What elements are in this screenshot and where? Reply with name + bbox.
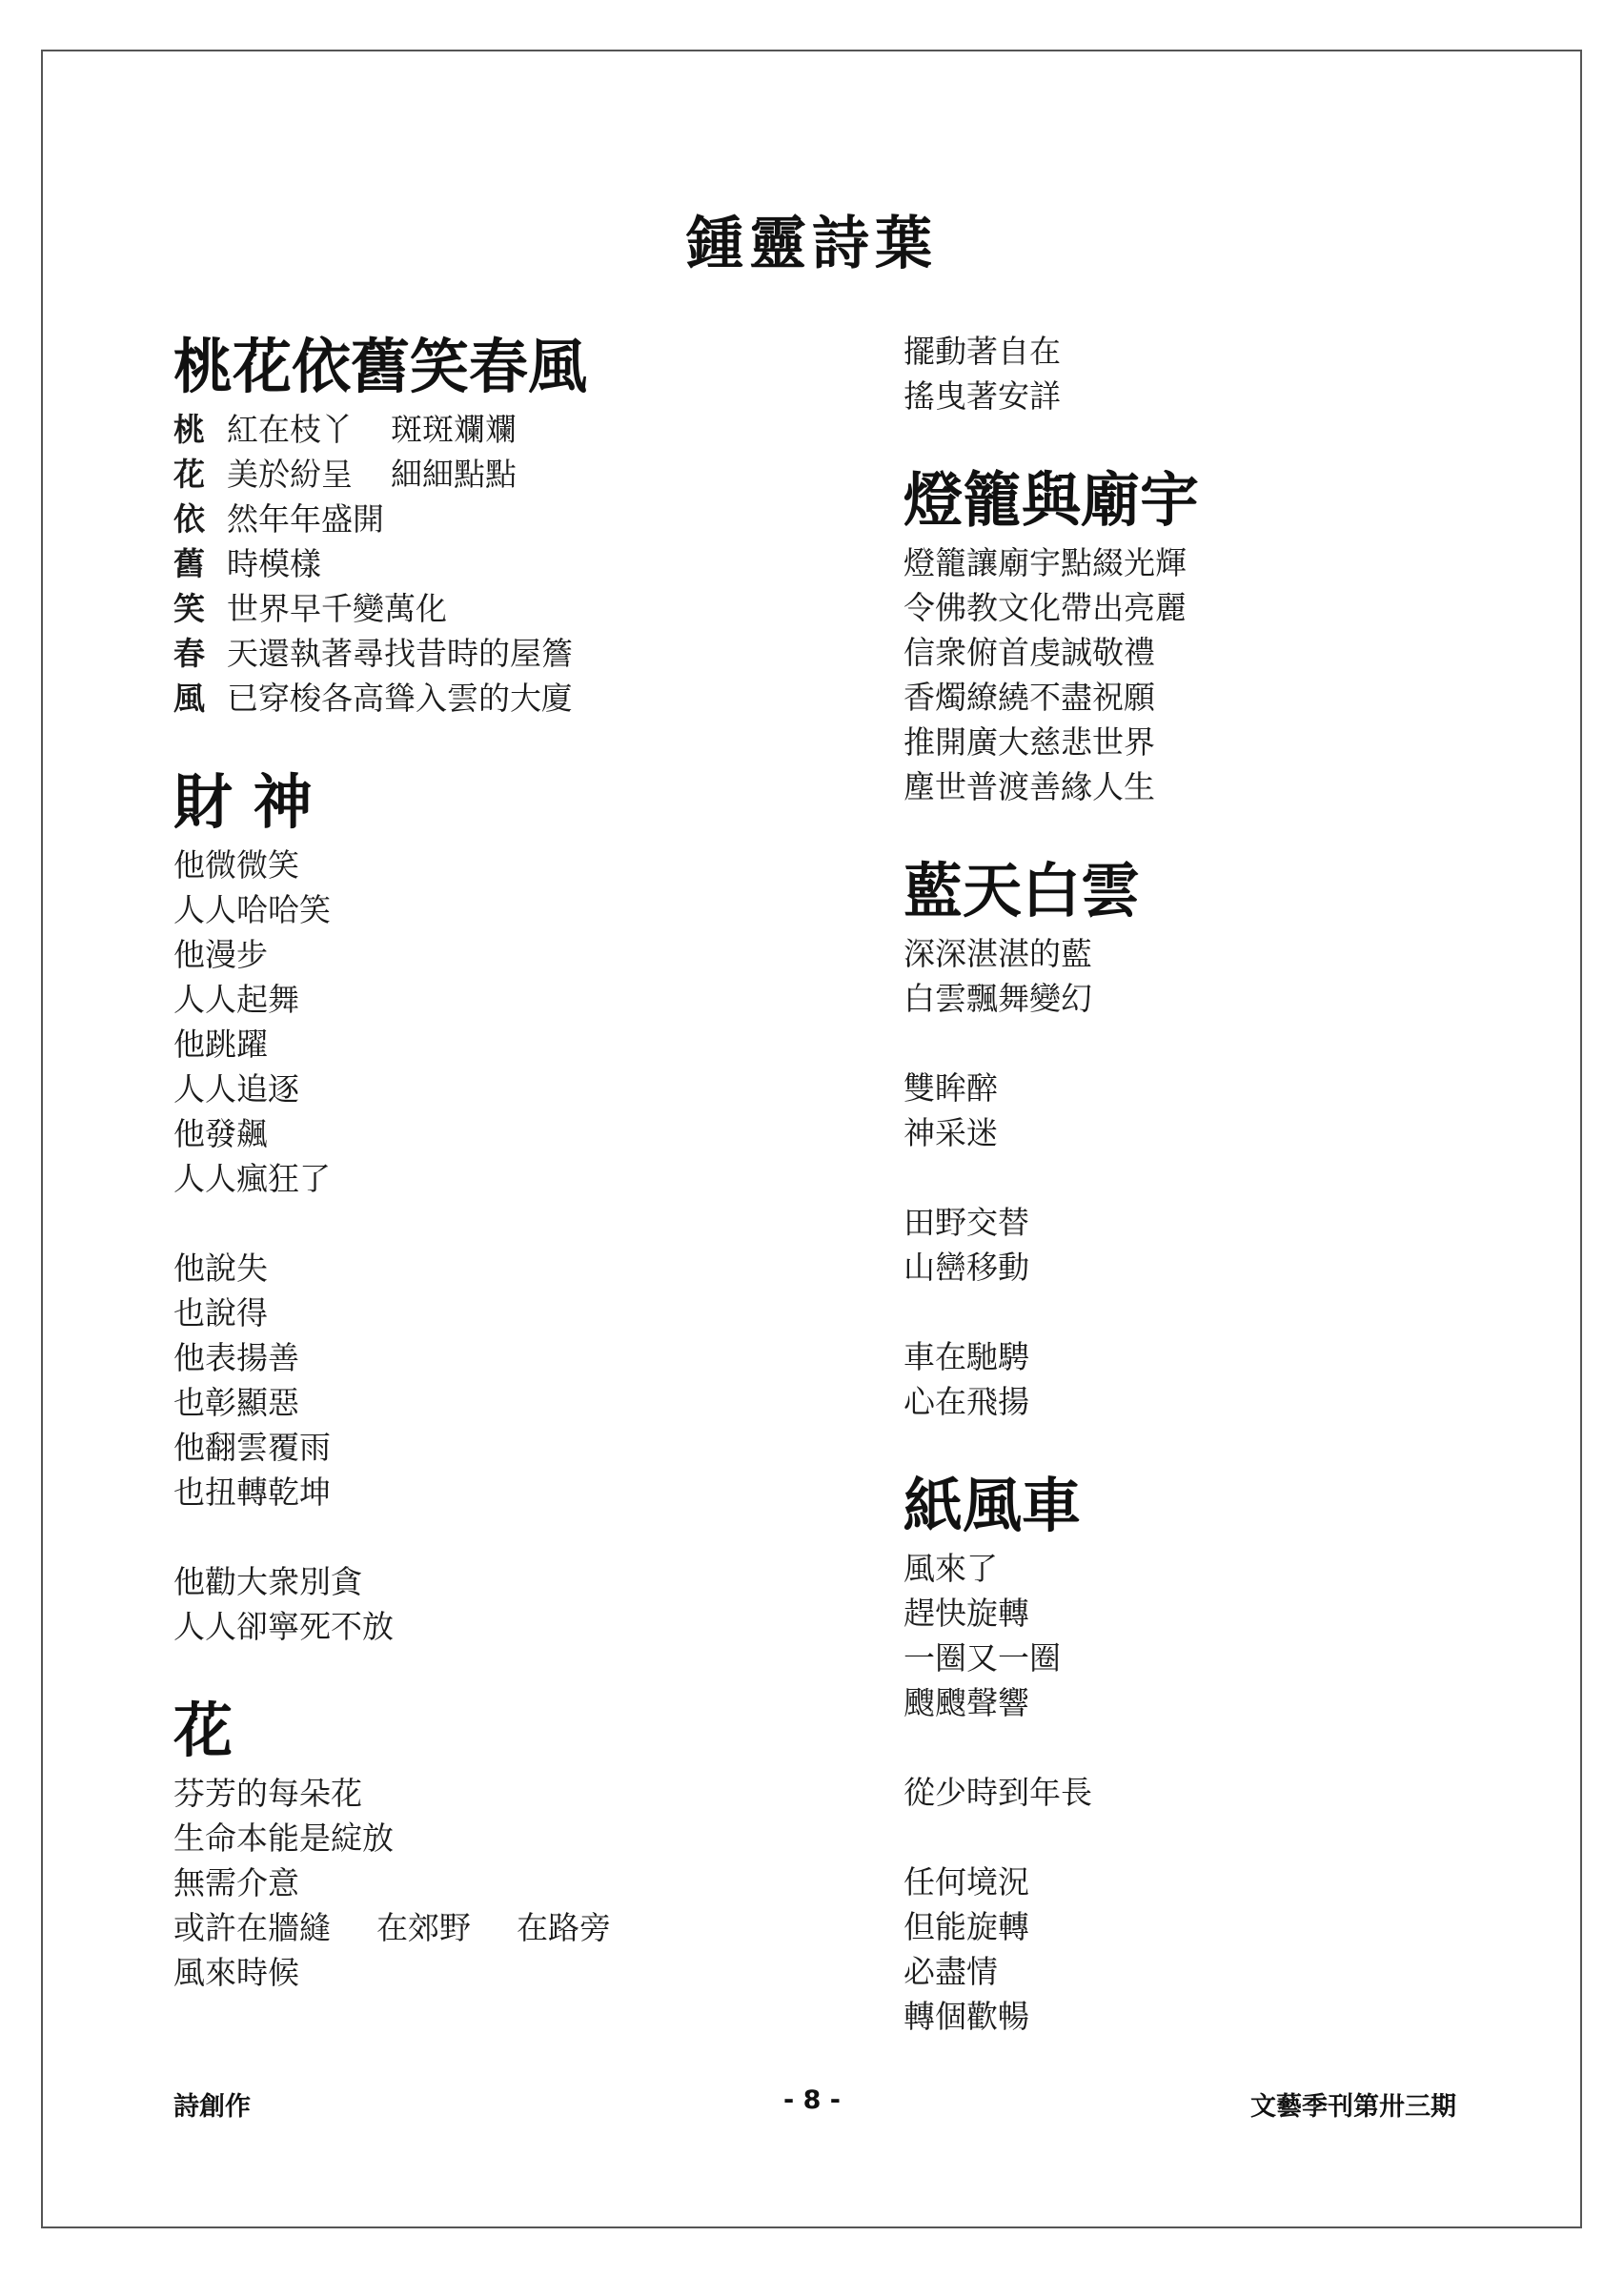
poem-line: 他勸大衆別貪 <box>173 1563 362 1600</box>
poem-line: 人人起舞 <box>173 981 299 1018</box>
poem-line: 轉個歡暢 <box>903 1998 1029 2035</box>
poem-line: 車在馳騁 <box>903 1338 1029 1375</box>
poem-title-sky: 藍天白雲 <box>903 856 1141 925</box>
poem-line: 神采迷 <box>903 1114 998 1151</box>
poem-line: 任何境況 <box>903 1863 1029 1901</box>
right-column <box>903 329 1437 2039</box>
acrostic-initial: 春 <box>173 635 205 672</box>
poem-line: 人人追逐 <box>173 1070 299 1108</box>
acrostic-initial: 桃 <box>173 411 205 448</box>
poem-line: 他微微笑 <box>173 846 299 884</box>
poem-title-flower: 花 <box>173 1696 233 1765</box>
poem-line: 必盡情 <box>903 1953 998 1990</box>
poem-line: 生命本能是綻放 <box>173 1820 394 1857</box>
footer-publication: 文藝季刊第卅三期 <box>1250 2092 1456 2122</box>
poem-line: 颼颼聲響 <box>903 1684 1029 1721</box>
footer-section-label: 詩創作 <box>173 2092 251 2122</box>
left-column <box>173 329 860 1995</box>
poem-line: 白雲飄舞變幻 <box>903 980 1092 1017</box>
poem-line-segment: 在路旁 <box>517 1909 611 1946</box>
acrostic-text: 然年年盛開 <box>227 500 384 538</box>
poem-title-peach: 桃花依舊笑春風 <box>173 332 588 401</box>
poem-line-segment: 或許在牆縫 <box>173 1909 331 1946</box>
poem-line: 推開廣大慈悲世界 <box>903 723 1155 761</box>
acrostic-text-2: 斑斑斕斕 <box>391 411 517 448</box>
poem-line: 無需介意 <box>173 1864 299 1901</box>
acrostic-text: 已穿梭各高聳入雲的大廈 <box>227 680 573 717</box>
poem-line: 風來時候 <box>173 1954 299 1991</box>
poem-line: 他跳躍 <box>173 1026 268 1063</box>
poem-line: 雙眸醉 <box>903 1069 998 1107</box>
acrostic-text: 世界早千變萬化 <box>227 590 447 627</box>
poem-title-caishen: 財 神 <box>173 767 313 837</box>
poem-line: 香燭繚繞不盡祝願 <box>903 679 1155 716</box>
poem-line: 人人卻寧死不放 <box>173 1608 394 1645</box>
acrostic-line <box>173 631 860 676</box>
acrostic-line <box>173 407 860 452</box>
poem-line: 人人哈哈笑 <box>173 891 331 928</box>
poem-line-segment: 在郊野 <box>376 1909 471 1946</box>
acrostic-text-2: 細細點點 <box>391 456 517 493</box>
poem-line <box>173 1905 860 1950</box>
acrostic-text: 天還執著尋找昔時的屋簷 <box>227 635 573 672</box>
author-name: 鍾靈詩葉 <box>686 211 938 277</box>
poem-line: 但能旋轉 <box>903 1908 1029 1945</box>
acrostic-text: 美於紛呈 <box>227 456 353 493</box>
poem-line: 深深湛湛的藍 <box>903 935 1092 972</box>
poem-title-lantern: 燈籠與廟宇 <box>903 465 1200 535</box>
poem-line: 田野交替 <box>903 1204 1029 1241</box>
acrostic-line <box>173 676 860 721</box>
poem-line: 他表揚善 <box>173 1339 299 1376</box>
poem-line: 也彰顯惡 <box>173 1384 299 1421</box>
acrostic-initial: 依 <box>173 500 205 538</box>
acrostic-text: 紅在枝丫 <box>227 411 353 448</box>
poem-line: 燈籠讓廟宇點綴光輝 <box>903 544 1187 581</box>
poem-line: 信衆俯首虔誠敬禮 <box>903 634 1155 671</box>
acrostic-initial: 舊 <box>173 545 205 582</box>
acrostic-initial: 花 <box>173 456 205 493</box>
page-number: - 8 - <box>783 2085 841 2115</box>
acrostic-text: 時模樣 <box>227 545 321 582</box>
acrostic-line <box>173 586 860 631</box>
acrostic-initial: 風 <box>173 680 205 717</box>
poem-line: 他翻雲覆雨 <box>173 1429 331 1466</box>
poem-line: 也扭轉乾坤 <box>173 1474 331 1511</box>
poem-title-pinwheel: 紙風車 <box>903 1471 1082 1540</box>
poem-line: 山巒移動 <box>903 1249 1029 1286</box>
poem-line: 他漫步 <box>173 936 268 973</box>
poem-line: 也說得 <box>173 1294 268 1332</box>
poem-line: 一圈又一圈 <box>903 1639 1061 1677</box>
poem-line: 從少時到年長 <box>903 1774 1092 1811</box>
poem-line: 風來了 <box>903 1550 998 1587</box>
poem-line: 他說失 <box>173 1250 268 1287</box>
acrostic-initial: 笑 <box>173 590 205 627</box>
poem-line: 擺動著自在 <box>903 333 1061 370</box>
acrostic-line <box>173 541 860 586</box>
acrostic-line <box>173 452 860 497</box>
poem-line: 芬芳的每朵花 <box>173 1775 362 1812</box>
acrostic-line <box>173 497 860 541</box>
poem-line: 他發飆 <box>173 1115 268 1152</box>
poem-line: 搖曳著安詳 <box>903 377 1061 415</box>
poem-line: 令佛教文化帶出亮麗 <box>903 589 1187 626</box>
poem-line: 人人瘋狂了 <box>173 1160 331 1197</box>
poem-line: 趕快旋轉 <box>903 1595 1029 1632</box>
poem-line: 心在飛揚 <box>903 1383 1029 1420</box>
poem-line: 塵世普渡善緣人生 <box>903 768 1155 805</box>
